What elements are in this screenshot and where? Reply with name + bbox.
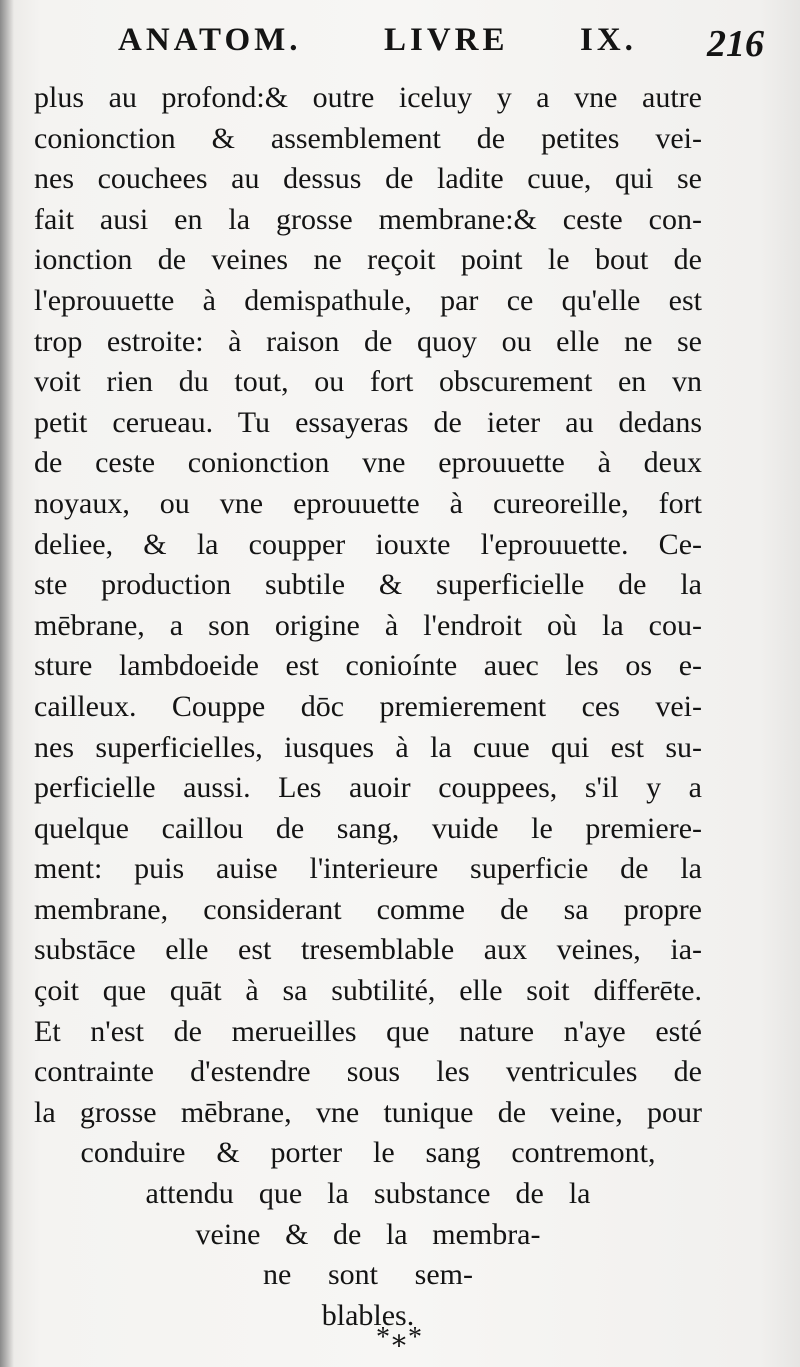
running-head: [0, 22, 800, 66]
text-line: Et n'est de merueilles que nature n'aye esté: [34, 1014, 702, 1048]
text-line: de ceste conionction vne eprouuette à deux: [34, 446, 702, 480]
tail-text-line: ne sont sem-: [263, 1258, 473, 1292]
text-line: ste production subtile & superficielle de la: [34, 568, 702, 602]
text-line: nes couchees au dessus de ladite cuue, qui se: [34, 162, 702, 196]
text-line: conionction & assemblement de petites vei-: [34, 121, 702, 155]
text-line: deliee, & la coupper iouxte l'eprouuette. Ce-: [34, 527, 702, 561]
text-line: perficielle aussi. Les auoir couppees, s'il y a: [34, 771, 702, 805]
tail-text-line: blables.: [321, 1298, 415, 1332]
text-line: noyaux, ou vne eprouuette à cureoreille, fort: [34, 486, 702, 520]
body-text: [34, 78, 702, 1336]
text-line: voit rien du tout, ou fort obscurement en vn: [34, 365, 702, 399]
text-line: substāce elle est tresemblable aux veines, ia-: [34, 933, 702, 967]
gutter-shadow: [0, 0, 14, 1367]
text-line: çoit que quāt à sa subtilité, elle soit differēte.: [34, 974, 702, 1008]
tail-text-line: veine & de la membra-: [195, 1217, 541, 1251]
text-line: l'eprouuette à demispathule, par ce qu'elle est: [34, 283, 702, 317]
text-line: membrane, considerant comme de sa propre: [34, 892, 702, 926]
text-line: cailleux. Couppe dōc premierement ces vei-: [34, 689, 702, 723]
text-line: ionction de veines ne reçoit point le bout de: [34, 243, 702, 277]
text-line: quelque caillou de sang, vuide le premiere-: [34, 811, 702, 845]
tail-text-line: conduire & porter le sang contremont,: [80, 1136, 656, 1170]
text-line: petit cerueau. Tu essayeras de ieter au dedans: [34, 405, 702, 439]
tail-text-line: attendu que la substance de la: [145, 1177, 591, 1211]
text-line: fait ausi en la grosse membrane:& ceste con-: [34, 202, 702, 236]
running-head-title: ANATOM.: [118, 22, 302, 58]
text-line: nes superficielles, iusques à la cuue qui est su-: [34, 730, 702, 764]
text-line: contrainte d'estendre sous les ventricules de: [34, 1055, 702, 1089]
page-number: 216: [707, 23, 764, 65]
text-line: la grosse mēbrane, vne tunique de veine, pour: [34, 1095, 702, 1129]
text-line: trop estroite: à raison de quoy ou elle ne se: [34, 324, 702, 358]
closing-ornament: *⁎*: [376, 1322, 424, 1353]
text-line: mēbrane, a son origine à l'endroit où la cou-: [34, 608, 702, 642]
text-line: sture lambdoeide est conioínte auec les os e-: [34, 649, 702, 683]
text-line: plus au profond:& outre iceluy y a vne autre: [34, 81, 702, 114]
text-line: ment: puis auise l'interieure superficie de la: [34, 852, 702, 886]
running-head-book: LIVRE: [384, 22, 509, 58]
running-head-volume: IX.: [580, 22, 637, 58]
